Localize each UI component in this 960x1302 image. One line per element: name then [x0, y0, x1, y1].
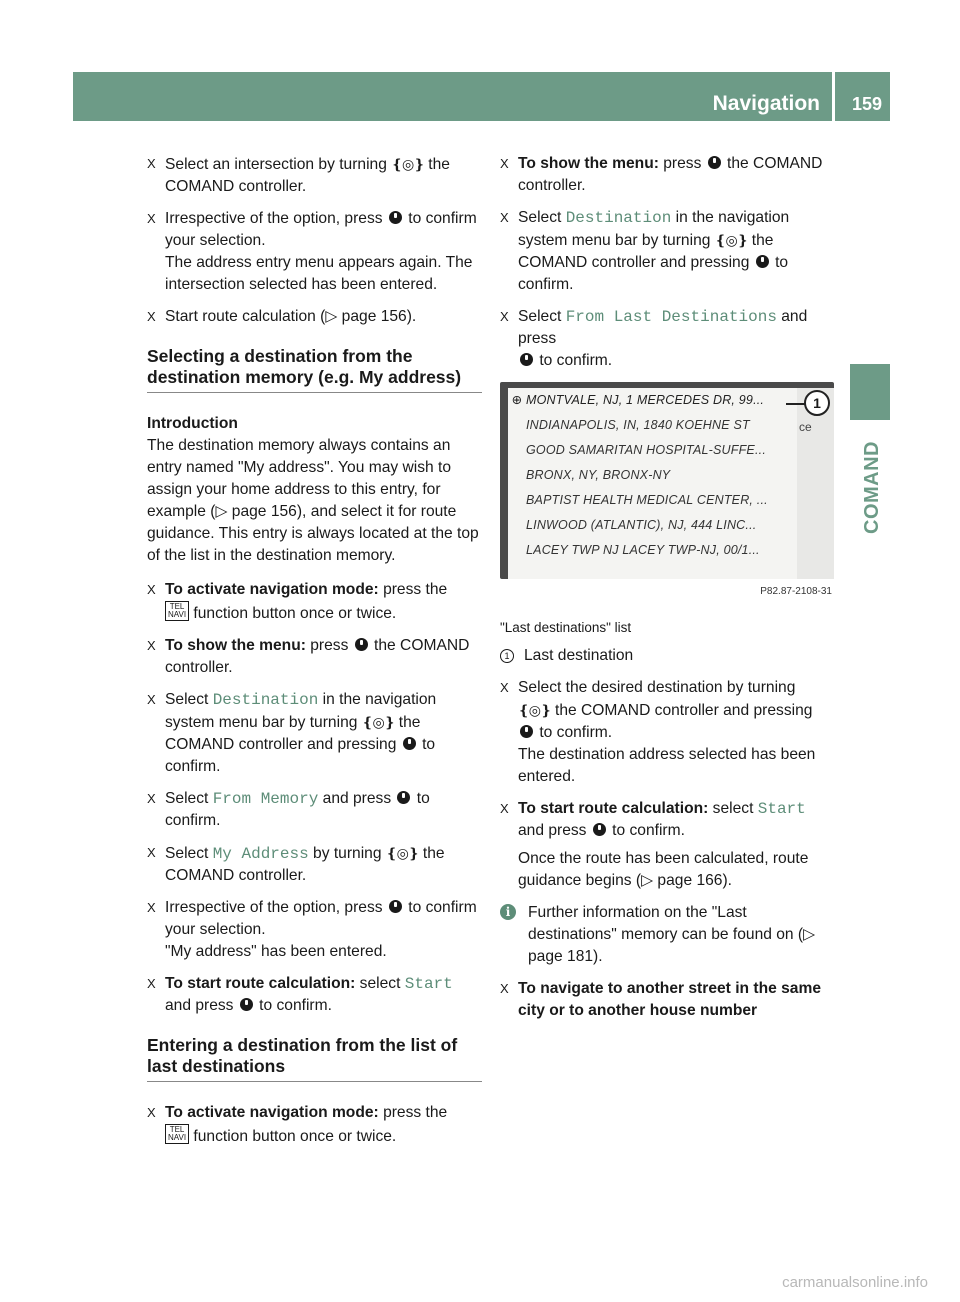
last-destinations-list [508, 388, 797, 579]
step-marker-icon: X [147, 1105, 156, 1120]
tel-navi-button-icon [165, 1124, 189, 1144]
step-text: to confirm. [535, 352, 613, 369]
controller-turn-icon: ❴◎❵ [391, 156, 424, 172]
step-marker-icon: X [147, 692, 156, 707]
controller-press-icon [708, 156, 721, 169]
step-text: and press [518, 308, 808, 347]
step-text: press [658, 155, 706, 172]
step-text: to confirm your selection. [165, 210, 477, 249]
step [500, 306, 836, 372]
step [500, 153, 836, 197]
step-text: the COMAND controller and pressing [518, 232, 774, 271]
step-text: to confirm. [254, 997, 332, 1014]
step-text: press the [378, 581, 448, 598]
side-panel-text: ce [799, 420, 812, 434]
step-bold: To show the menu: [518, 155, 659, 172]
step-bold: To start route calculation: [165, 975, 356, 992]
controller-press-icon [355, 638, 368, 651]
list-item: LINWOOD (ATLANTIC), NJ, 444 LINC... [526, 518, 757, 532]
list-item [508, 388, 797, 413]
step-bold: To show the menu: [165, 637, 306, 654]
step [500, 207, 836, 296]
step-text: the COMAND controller and pressing [165, 714, 421, 753]
step-marker-icon: X [147, 156, 156, 171]
step-marker-icon: X [500, 210, 509, 225]
list-item: LACEY TWP NJ LACEY TWP-NJ, 00/1... [526, 543, 760, 557]
comand-screen-image [500, 382, 834, 579]
step [147, 973, 482, 1017]
step-text: function button once or twice. [189, 605, 397, 622]
controller-press-icon [403, 737, 416, 750]
step-marker-icon: X [147, 309, 156, 324]
step [147, 897, 482, 963]
step [147, 208, 482, 296]
list-item: INDIANAPOLIS, IN, 1840 KOEHNE ST [526, 418, 750, 432]
controller-turn-icon: ❴◎❵ [385, 845, 419, 861]
step-text: Irrespective of the option, press [165, 899, 387, 916]
step-text: Select [518, 209, 566, 226]
paragraph: The destination memory always contains an entry named "My address". You may wish to assign your home address to this entry, for example (▷ page 156), and select it for route guidance. This entry is always located at the top of the list in the destination memory. [147, 437, 479, 564]
step-marker-icon: X [147, 976, 156, 991]
controller-press-icon [240, 998, 253, 1011]
step-text: in the navigation system menu bar by turning [165, 691, 437, 731]
list-item: BRONX, NY, BRONX-NY [526, 468, 671, 482]
step-bold: To activate navigation mode: [165, 1104, 379, 1121]
step-text: the COMAND controller and pressing [550, 702, 813, 719]
menu-item-start: Start [404, 975, 453, 993]
list-item: GOOD SAMARITAN HOSPITAL-SUFFE... [526, 443, 766, 457]
step-marker-icon: X [147, 845, 156, 860]
destination-icon: ⊕ [511, 393, 523, 407]
step-text: and press [165, 997, 238, 1014]
step-text: Select the desired destination by turning [518, 679, 796, 696]
step-text: select [708, 800, 758, 817]
step [500, 677, 836, 788]
controller-press-icon [389, 900, 402, 913]
step-note: The destination address selected has been entered. [518, 746, 816, 785]
step-marker-icon: X [147, 211, 156, 226]
navi-glyph-top: TEL [169, 1125, 185, 1134]
step-marker-icon: X [147, 638, 156, 653]
navi-glyph-bottom: NAVI [168, 1133, 187, 1142]
step-bold: To navigate to another street in the same city or to another house number [518, 980, 821, 1019]
menu-item-from-memory: From Memory [212, 790, 319, 808]
info-note [500, 902, 836, 968]
step-text: Irrespective of the option, press [165, 210, 387, 227]
step-marker-icon: X [147, 900, 156, 915]
controller-press-icon [389, 211, 402, 224]
step-text: the COMAND controller. [165, 156, 450, 195]
right-column [500, 153, 836, 1032]
step-text: in the navigation system menu bar by turning [518, 209, 790, 249]
callout-marker: 1 [804, 390, 830, 416]
menu-item-my-address: My Address [212, 845, 309, 863]
legend-number: 1 [500, 649, 514, 663]
screen-side-panel [797, 388, 834, 579]
image-reference: P82.87-2108-31 [760, 586, 832, 597]
figure-caption: "Last destinations" list [500, 620, 632, 635]
step-text: to confirm. [165, 790, 430, 829]
legend-item [500, 645, 836, 667]
watermark: carmanualsonline.info [782, 1274, 928, 1291]
section-title: Navigation [712, 92, 820, 115]
controller-turn-icon: ❴◎❵ [518, 702, 551, 718]
step-text: Select an intersection by turning [165, 156, 392, 173]
step-text: by turning [308, 845, 386, 862]
step-text: Select [165, 691, 213, 708]
side-tab-label: COMAND [861, 441, 883, 534]
side-tab-block [850, 364, 890, 420]
step [147, 579, 482, 625]
list-item: BAPTIST HEALTH MEDICAL CENTER, ... [526, 493, 768, 507]
subheading: Introduction [147, 415, 238, 432]
step-text: to confirm. [165, 736, 436, 775]
menu-item-destination: Destination [565, 209, 672, 227]
navi-glyph-top: TEL [169, 602, 185, 611]
step-note: Once the route has been calculated, route guidance begins (▷ page 166). [518, 850, 809, 889]
step [147, 635, 482, 679]
navi-glyph-bottom: NAVI [168, 610, 187, 619]
controller-press-icon [397, 791, 410, 804]
step-bold: To start route calculation: [518, 800, 709, 817]
step-marker-icon: X [500, 801, 509, 816]
step-marker-icon: X [500, 309, 509, 324]
step-text: to confirm. [607, 822, 685, 839]
step [147, 153, 482, 198]
step-marker-icon: X [147, 791, 156, 806]
step-marker-icon: X [500, 156, 509, 171]
step [147, 689, 482, 778]
step-text: function button once or twice. [189, 1128, 397, 1145]
step-text: the COMAND controller. [165, 637, 470, 676]
step-text: and press [318, 790, 396, 807]
step-text: press the [378, 1104, 448, 1121]
controller-press-icon [520, 725, 533, 738]
step [147, 1102, 482, 1148]
step-text: Start route calculation (▷ page 156). [165, 308, 417, 325]
step-text: to confirm your selection. [165, 899, 477, 938]
step [500, 978, 836, 1022]
list-item-label: MONTVALE, NJ, 1 MERCEDES DR, 99... [526, 393, 765, 407]
controller-turn-icon: ❴◎❵ [361, 714, 395, 730]
info-icon: i [500, 904, 516, 920]
step-text: to confirm. [518, 254, 789, 293]
step-marker-icon: X [147, 582, 156, 597]
legend-text: Last destination [524, 647, 634, 664]
step-text: Select [165, 790, 213, 807]
step-text: press [305, 637, 353, 654]
controller-press-icon [756, 255, 769, 268]
menu-item-destination: Destination [212, 691, 319, 709]
left-column [147, 153, 482, 1158]
menu-item-from-last-destinations: From Last Destinations [565, 308, 777, 326]
step-text: and press [518, 822, 591, 839]
section-heading: Selecting a destination from the destination memory (e.g. My address) [147, 346, 482, 393]
info-text: Further information on the "Last destinations" memory can be found on (▷ page 181). [528, 904, 816, 965]
section-heading: Entering a destination from the list of last destinations [147, 1035, 482, 1082]
side-tab-label-wrap [850, 420, 890, 540]
controller-press-icon [520, 353, 533, 366]
step-text: to confirm. [535, 724, 613, 741]
step-text: the COMAND controller. [165, 845, 445, 884]
page-number: 159 [851, 94, 882, 114]
step [147, 306, 482, 328]
step-note: "My address" has been entered. [165, 943, 387, 960]
header-bar [73, 72, 890, 121]
step-text: select [355, 975, 405, 992]
step-bold: To activate navigation mode: [165, 581, 379, 598]
step [147, 788, 482, 832]
step-text: the COMAND controller. [518, 155, 823, 194]
controller-press-icon [593, 823, 606, 836]
step-marker-icon: X [500, 680, 509, 695]
step-marker-icon: X [500, 981, 509, 996]
controller-turn-icon: ❴◎❵ [714, 232, 748, 248]
step-text: Select [518, 308, 566, 325]
tel-navi-button-icon [165, 601, 189, 621]
step [500, 798, 836, 892]
step-note: The address entry menu appears again. The intersection selected has been entered. [165, 254, 473, 293]
header-divider [832, 72, 835, 121]
step [147, 842, 482, 887]
step-text: Select [165, 845, 213, 862]
menu-item-start: Start [757, 800, 806, 818]
